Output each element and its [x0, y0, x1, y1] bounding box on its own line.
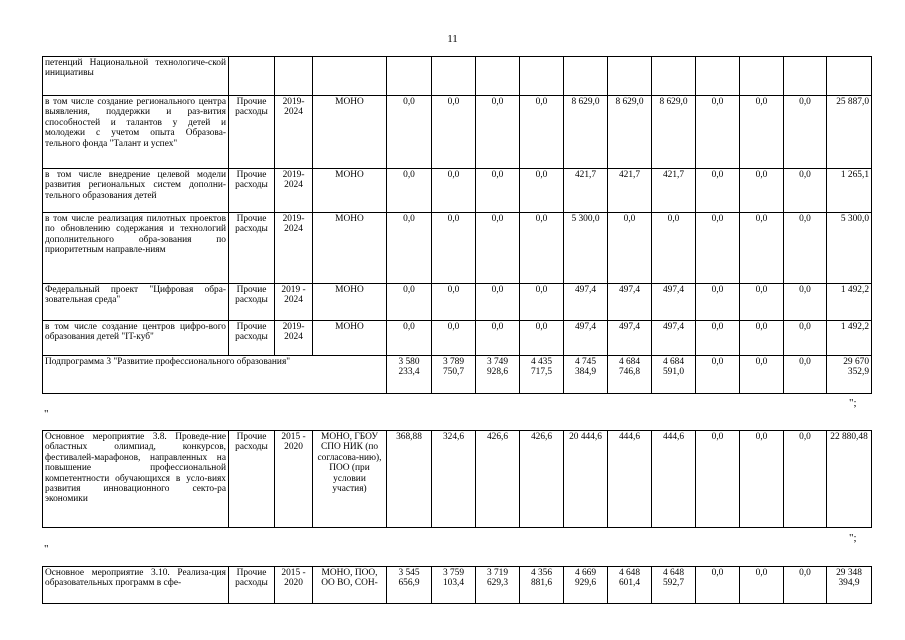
value-cell: 0,0 [520, 284, 564, 321]
table-row [43, 169, 872, 213]
value-cell: 0,0 [476, 284, 520, 321]
value-cell: 0,0 [784, 567, 827, 604]
value-cell: 0,0 [784, 169, 827, 213]
value-cell: 444,6 [608, 431, 652, 528]
value-cell: 8 629,0 [652, 96, 696, 169]
value-cell: 426,6 [520, 431, 564, 528]
page-number: 11 [447, 33, 458, 45]
value-cell: 0,0 [740, 567, 784, 604]
total-cell: 25 887,0 [827, 96, 872, 169]
value-cell: 3 789 750,7 [432, 356, 476, 394]
value-cell: 0,0 [740, 321, 784, 356]
value-cell: 0,0 [740, 169, 784, 213]
value-cell: 4 684 591,0 [652, 356, 696, 394]
table-row [43, 213, 872, 284]
value-cell: 497,4 [652, 284, 696, 321]
closing-quote-mark: "; [849, 532, 857, 544]
value-cell: 421,7 [608, 169, 652, 213]
executor: МОНО [313, 169, 387, 213]
total-cell: 1 492,2 [827, 284, 872, 321]
value-cell: 0,0 [696, 567, 740, 604]
years: 2015 - 2020 [275, 567, 313, 604]
value-cell: 0,0 [387, 96, 432, 169]
value-cell: 4 435 717,5 [520, 356, 564, 394]
value-cell: 4 356 881,6 [520, 567, 564, 604]
total-cell: 29 670 352,9 [827, 356, 872, 394]
value-cell: 0,0 [784, 96, 827, 169]
value-cell: 0,0 [740, 213, 784, 284]
expense-type: Прочие расходы [229, 213, 275, 284]
value-cell: 497,4 [564, 284, 608, 321]
value-cell: 0,0 [387, 169, 432, 213]
row-name: Основное мероприятие 3.10. Реализа-ция образовательных программ в сфе- [43, 567, 229, 604]
value-cell: 3 749 928,6 [476, 356, 520, 394]
value-cell: 0,0 [432, 213, 476, 284]
table-row [43, 431, 872, 528]
value-cell: 3 759 103,4 [432, 567, 476, 604]
value-cell: 0,0 [696, 96, 740, 169]
value-cell: 421,7 [652, 169, 696, 213]
value-cell: 0,0 [652, 213, 696, 284]
years: 2019-2024 [275, 213, 313, 284]
table-row [43, 284, 872, 321]
expense-type: Прочие расходы [229, 321, 275, 356]
value-cell: 0,0 [696, 431, 740, 528]
value-cell: 0,0 [476, 169, 520, 213]
value-cell: 426,6 [476, 431, 520, 528]
expense-type: Прочие расходы [229, 96, 275, 169]
years: 2019-2024 [275, 169, 313, 213]
opening-quote-mark: " [44, 408, 49, 420]
value-cell: 497,4 [608, 321, 652, 356]
executor: МОНО, ГБОУ СПО НИК (по согласова-нию), ПОО (при условии участия) [313, 431, 387, 528]
value-cell: 0,0 [432, 169, 476, 213]
executor: МОНО [313, 321, 387, 356]
value-cell: 0,0 [520, 213, 564, 284]
row-name: в том числе создание регионального центра выявления, поддержки и раз-вития способностей и талантов у детей и молодежи с учетом опыта Образова-тельного фонда "Талант и успех" [43, 96, 229, 169]
value-cell: 0,0 [696, 284, 740, 321]
value-cell: 0,0 [696, 321, 740, 356]
row-name: в том числе создание центров цифро-вого образования детей "IT-куб" [43, 321, 229, 356]
value-cell: 324,6 [432, 431, 476, 528]
budget-table-measure-3-8 [42, 430, 872, 528]
value-cell: 0,0 [784, 431, 827, 528]
subtotal-name: Подпрограмма 3 "Развитие профессионального образования" [43, 356, 387, 394]
value-cell: 0,0 [432, 284, 476, 321]
value-cell: 4 648 592,7 [652, 567, 696, 604]
expense-type: Прочие расходы [229, 284, 275, 321]
table-row [43, 567, 872, 604]
value-cell: 0,0 [476, 96, 520, 169]
total-cell: 29 348 394,9 [827, 567, 872, 604]
value-cell: 0,0 [520, 169, 564, 213]
value-cell: 0,0 [696, 356, 740, 394]
value-cell: 0,0 [784, 213, 827, 284]
value-cell: 0,0 [784, 356, 827, 394]
years: 2019-2024 [275, 96, 313, 169]
years: 2019 - 2024 [275, 284, 313, 321]
value-cell: 0,0 [784, 284, 827, 321]
row-name: Основное мероприятие 3.8. Проведе-ние областных олимпиад, конкурсов, фестивалей-марафонов, направленных на повышение профессиональной компетентности обучающихся в усло-виях развития инновационного секто-ра экономики [43, 431, 229, 528]
budget-table-measure-3-10 [42, 566, 872, 604]
years: 2015 - 2020 [275, 431, 313, 528]
closing-quote-mark: "; [849, 397, 857, 409]
executor: МОНО [313, 96, 387, 169]
value-cell: 444,6 [652, 431, 696, 528]
value-cell: 4 745 384,9 [564, 356, 608, 394]
value-cell: 0,0 [476, 321, 520, 356]
value-cell: 8 629,0 [564, 96, 608, 169]
value-cell: 8 629,0 [608, 96, 652, 169]
value-cell: 0,0 [740, 284, 784, 321]
value-cell: 0,0 [696, 169, 740, 213]
row-name: в том числе внедрение целевой модели развития региональных систем дополни-тельного образования детей [43, 169, 229, 213]
executor: МОНО, ПОО, ОО ВО, СОН- [313, 567, 387, 604]
value-cell: 3 719 629,3 [476, 567, 520, 604]
value-cell: 4 684 746,8 [608, 356, 652, 394]
value-cell: 0,0 [432, 96, 476, 169]
value-cell: 0,0 [608, 213, 652, 284]
table-row [43, 321, 872, 356]
value-cell: 0,0 [432, 321, 476, 356]
budget-table-continued [42, 56, 872, 394]
total-cell: 1 265,1 [827, 169, 872, 213]
value-cell: 0,0 [476, 213, 520, 284]
executor: МОНО [313, 284, 387, 321]
value-cell: 0,0 [784, 321, 827, 356]
value-cell: 0,0 [387, 284, 432, 321]
value-cell: 0,0 [740, 96, 784, 169]
value-cell: 0,0 [520, 321, 564, 356]
row-name: в том числе реализация пилотных проектов по обновлению содержания и технологий дополнительного обра-зования по приоритетным направле-ниям [43, 213, 229, 284]
value-cell: 0,0 [520, 96, 564, 169]
value-cell: 4 648 601,4 [608, 567, 652, 604]
row-name: Федеральный проект "Цифровая обра-зовательная среда" [43, 284, 229, 321]
table-row [43, 57, 872, 96]
expense-type: Прочие расходы [229, 431, 275, 528]
value-cell: 0,0 [696, 213, 740, 284]
value-cell: 5 300,0 [564, 213, 608, 284]
expense-type: Прочие расходы [229, 567, 275, 604]
total-cell: 5 300,0 [827, 213, 872, 284]
subtotal-row [43, 356, 872, 394]
total-cell: 1 492,2 [827, 321, 872, 356]
expense-type: Прочие расходы [229, 169, 275, 213]
value-cell: 3 545 656,9 [387, 567, 432, 604]
value-cell: 497,4 [564, 321, 608, 356]
table-row [43, 96, 872, 169]
executor: МОНО [313, 213, 387, 284]
value-cell: 0,0 [740, 431, 784, 528]
value-cell: 20 444,6 [564, 431, 608, 528]
value-cell: 368,88 [387, 431, 432, 528]
value-cell: 0,0 [387, 321, 432, 356]
value-cell: 0,0 [387, 213, 432, 284]
total-cell: 22 880,48 [827, 431, 872, 528]
years: 2019- 2024 [275, 321, 313, 356]
opening-quote-mark: " [44, 543, 49, 555]
value-cell: 3 580 233,4 [387, 356, 432, 394]
row-name: петенций Национальной технологиче-ской инициативы [43, 57, 229, 96]
value-cell: 0,0 [740, 356, 784, 394]
value-cell: 497,4 [652, 321, 696, 356]
value-cell: 421,7 [564, 169, 608, 213]
value-cell: 4 669 929,6 [564, 567, 608, 604]
value-cell: 497,4 [608, 284, 652, 321]
